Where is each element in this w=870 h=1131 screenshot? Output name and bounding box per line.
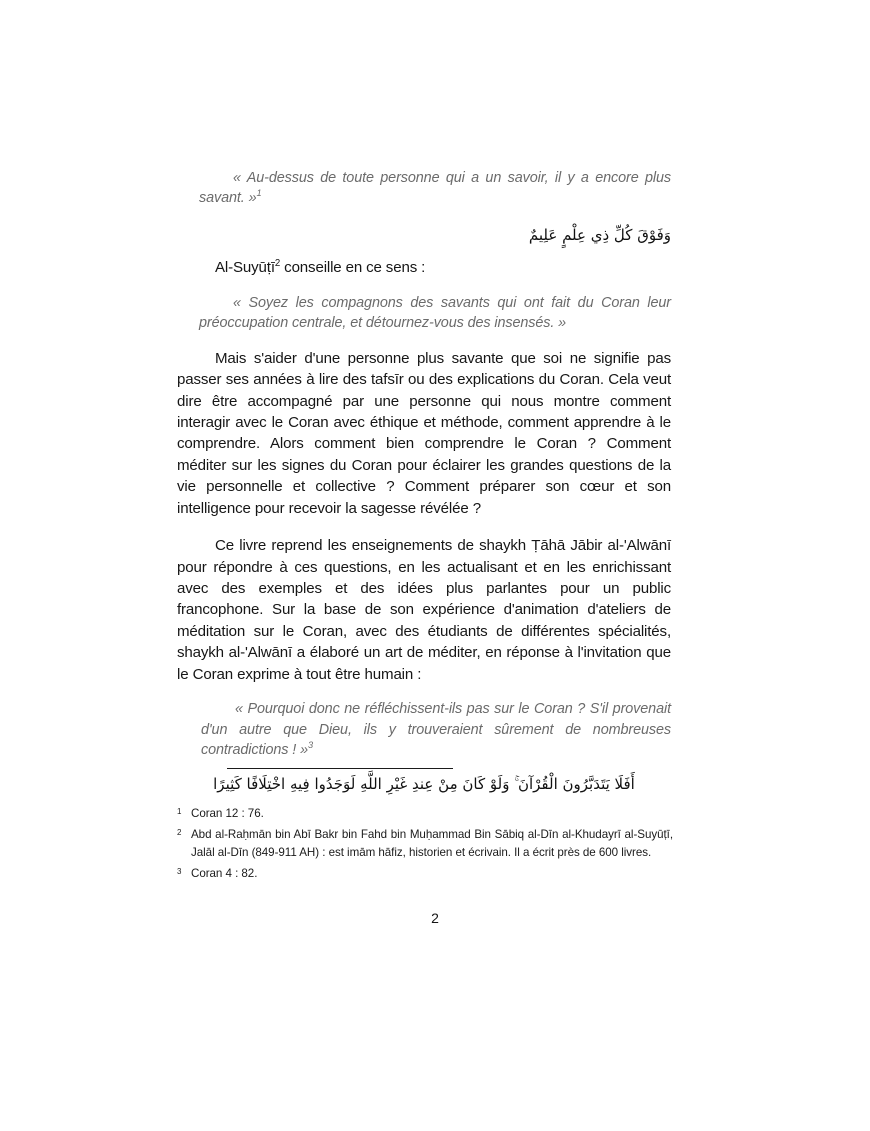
lead-sentence-rest: conseille en ce sens : xyxy=(280,259,426,277)
blockquote-pourquoi-text: « Pourquoi donc ne réfléchissent-ils pas sur le Coran ? S'il provenait d'un autre que Dieu, ils y trouveraient sûrement de nombreuses contradictions ! » xyxy=(201,701,671,758)
footnote-ref-2: 2 xyxy=(274,258,281,270)
blockquote-companions: « Soyez les compagnons des savants qui ont fait du Coran leur préoccupation centrale, et détournez-vous des insensés. » xyxy=(199,294,671,332)
blockquote-pourquoi xyxy=(177,699,671,760)
lead-sentence-suyuti xyxy=(177,257,671,278)
footnote-separator-rule xyxy=(227,768,453,769)
footnote-item xyxy=(177,805,673,823)
footnote-ref-1: 1 xyxy=(256,188,262,199)
paragraph-ce-livre: Ce livre reprend les enseignements de shaykh Ṭāhā Jābir al-'Alwānī pour répondre à ces questions, en les actualisant et en les enrichissant avec des exemples et des idées plus parlantes pour un public francophone. Sur la base de son expérience d'animation d'ateliers de méditation sur le Coran, avec des étudiants de différentes spécialités, shaykh al-'Alwānī a élaboré un art de méditer, en réponse à l'invitation que le Coran exprime à tout être humain : xyxy=(177,537,671,683)
footnote-text: Coran 4 : 82. xyxy=(191,866,258,880)
arabic-verse-2: أَفَلَا يَتَدَبَّرُونَ الْقُرْآنَ ۚ وَلَوْ كَانَ مِنْ عِندِ غَيْرِ اللَّهِ لَوَجَدُوا فِيهِ اخْتِلَافًا كَثِيرًا xyxy=(213,775,635,794)
footnote-item xyxy=(177,826,673,862)
footnote-marker: 1 xyxy=(177,807,182,816)
page-number: 2 xyxy=(431,910,439,926)
footnote-text: Abd al-Raḥmān bin Abī Bakr bin Fahd bin Muḥammad Bin Sābiq al-Dīn al-Khudayrī al-Suyūṭī, Jalāl al-Dīn (849-911 AH) : est imām hāfiz, historien et écrivain. Il a écrit près de 600 livres. xyxy=(191,827,673,859)
footnote-marker: 2 xyxy=(177,827,182,837)
footnotes-section xyxy=(177,805,673,886)
page-body xyxy=(177,168,671,799)
footnote-ref-3: 3 xyxy=(308,740,314,751)
arabic-verse-1: وَفَوْقَ كُلِّ ذِي عِلْمٍ عَلِيمٌ xyxy=(528,225,671,244)
paragraph-comprendre-coran: Mais s'aider d'une personne plus savante que soi ne signifie pas passer ses années à lire des tafsīr ou des explications du Coran. Cela veut dire être accompagné par une personne qui nous montre comment interagir avec le Coran avec éthique et méthode, comment apprendre à le comprendre. Alors comment bien comprendre le Coran ? Comment méditer sur les signes du Coran pour éclairer les grandes questions de la vie personnelle et collective ? Comment préparer son cœur et son intelligence pour recevoir la sagesse révélée ? xyxy=(177,349,671,517)
footnote-text: Coran 12 : 76. xyxy=(191,807,264,820)
blockquote-hadith-text: « Au-dessus de toute personne qui a un savoir, il y a encore plus savant. » xyxy=(199,170,671,207)
blockquote-hadith xyxy=(177,168,671,209)
footnote-marker: 3 xyxy=(177,866,182,876)
footnote-item xyxy=(177,865,673,883)
scholar-name: Al-Suyūṭī xyxy=(215,259,275,277)
